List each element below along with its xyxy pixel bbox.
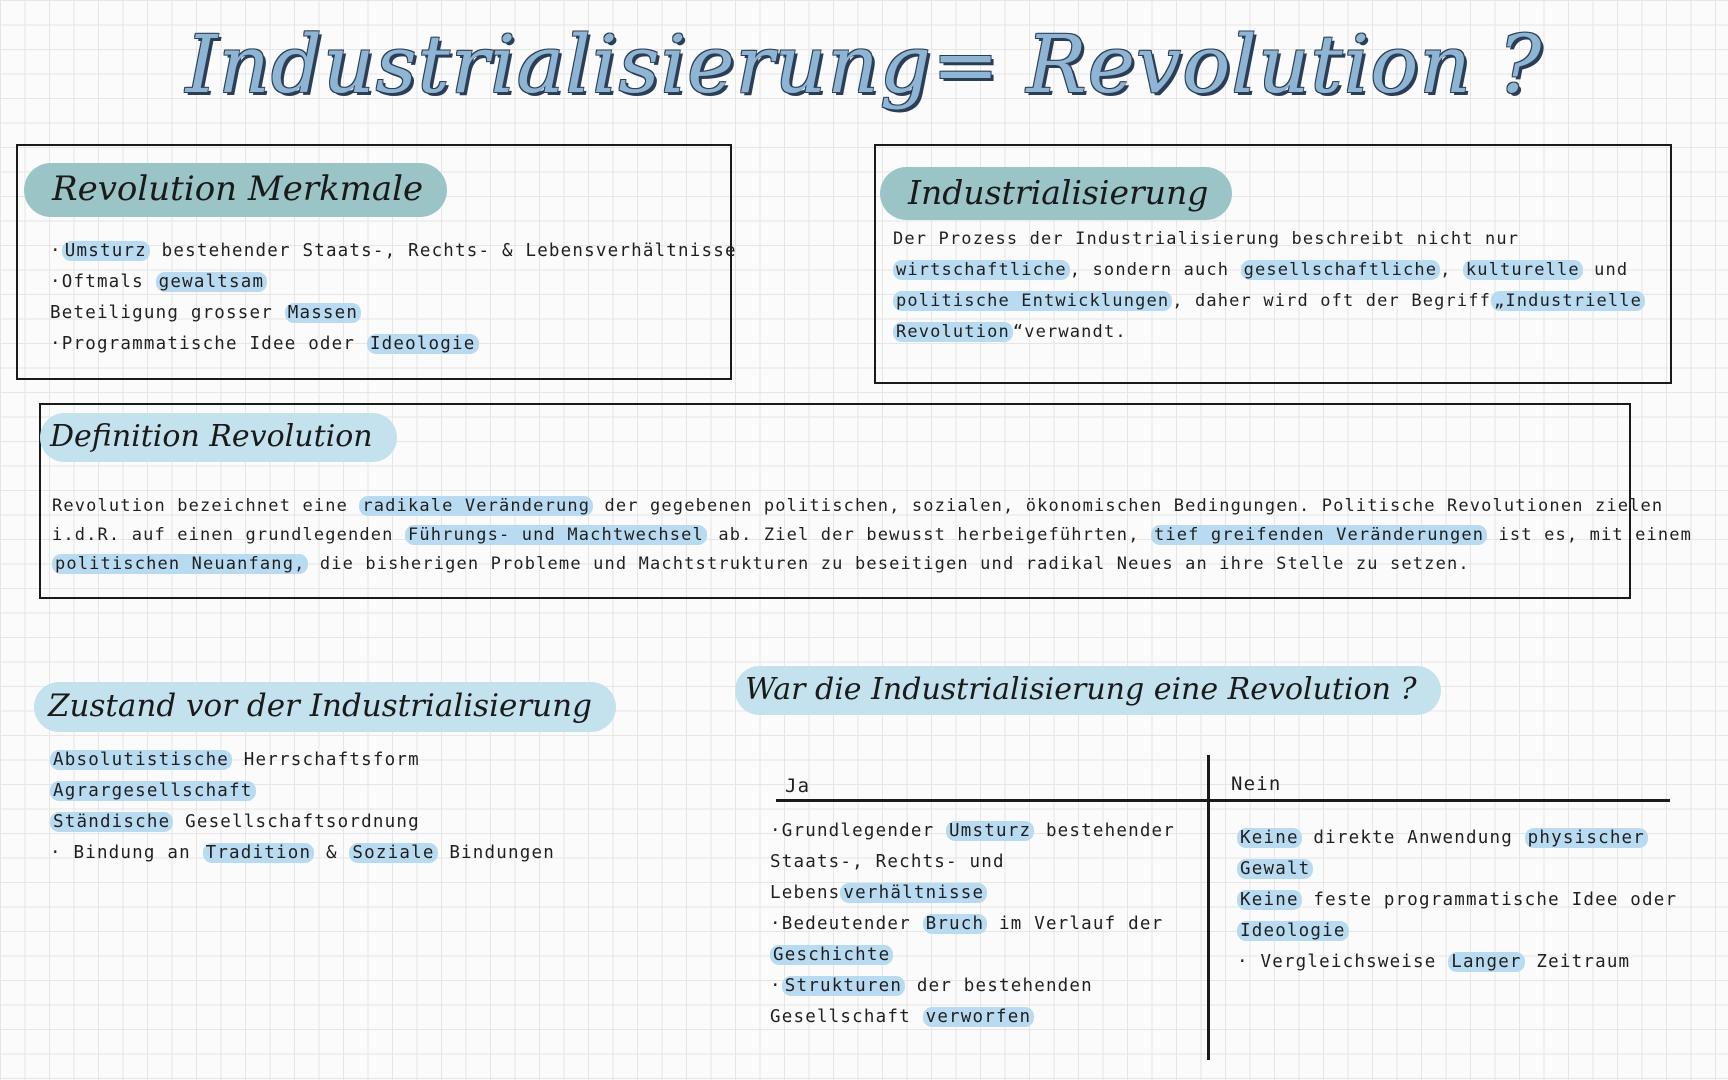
- list-item: Keine direkte Anwendung physischer: [1237, 823, 1677, 854]
- list-item: · Strukturen der bestehenden: [770, 976, 1093, 996]
- list-item: ·Bedeutender Bruch im Verlauf der: [770, 914, 1164, 934]
- list-item: ·Oftmals gewaltsam: [50, 267, 737, 298]
- list-item: ·Programmatische Idee oder Ideologie: [50, 329, 737, 360]
- list-item: Ständische Gesellschaftsordnung: [50, 807, 555, 838]
- zustand-heading: Zustand vor der Industrialisierung: [34, 682, 616, 732]
- ja-list: [770, 816, 1175, 1033]
- list-item: Beteiligung grosser Massen: [50, 298, 737, 329]
- list-item: Geschichte: [770, 940, 1175, 971]
- zustand-list: [50, 745, 555, 869]
- list-item: ·Grundlegender Umsturz bestehender: [770, 821, 1176, 841]
- merkmale-list: [50, 236, 737, 360]
- nein-label: Nein: [1231, 773, 1282, 795]
- question-heading: War die Industrialisierung eine Revolution ?: [735, 666, 1441, 715]
- t-chart-vertical-line: [1207, 755, 1210, 1060]
- list-item: Agrargesellschaft: [50, 776, 555, 807]
- list-item: · Vergleichsweise Langer Zeitraum: [1237, 952, 1631, 972]
- list-item: Gewalt: [1237, 854, 1677, 885]
- list-item: Staats-, Rechts- und: [770, 852, 1005, 872]
- list-item: · Bindung an Tradition & Soziale Bindungen: [50, 843, 555, 863]
- list-item: Ideologie: [1237, 916, 1677, 947]
- list-item: Gesellschaft verworfen: [770, 1002, 1175, 1033]
- list-item: Lebens verhältnisse: [770, 878, 1175, 909]
- page-title: Industrialisierung= Revolution ?: [185, 18, 1543, 111]
- nein-list: [1237, 823, 1677, 978]
- industrial-heading: Industrialisierung: [880, 167, 1232, 220]
- industrial-text: Der Prozess der Industrialisierung beschreibt nicht nur wirtschaftliche , sondern auch gesellschaftliche , kulturelle und politische Entwicklungen , daher wird oft der Begriff „Industrielle Revolution “verwandt.: [893, 224, 1645, 348]
- definition-text: Revolution bezeichnet eine radikale Veränderung der gegebenen politischen, sozialen, ökonomischen Bedingungen. Politische Revolutionen zielen i.d.R. auf einen grundlegenden Führungs- und Machtwechsel ab. Ziel der bewusst herbeigeführten, tief greifenden Veränderungen ist es, mit einem politischen Neuanfang, die bisherigen Probleme und Machtstrukturen zu beseitigen und radikal Neues an ihre Stelle zu setzen.: [52, 496, 1693, 574]
- ja-label: Ja: [785, 775, 811, 797]
- merkmale-heading: Revolution Merkmale: [24, 163, 447, 217]
- list-item: Keine feste programmatische Idee oder: [1237, 885, 1677, 916]
- t-chart-horizontal-line: [776, 799, 1670, 802]
- definition-heading: Definition Revolution: [40, 413, 397, 462]
- list-item: · Umsturz bestehender Staats-, Rechts- & Lebensverhältnisse: [50, 241, 737, 261]
- list-item: Absolutistische Herrschaftsform: [50, 745, 555, 776]
